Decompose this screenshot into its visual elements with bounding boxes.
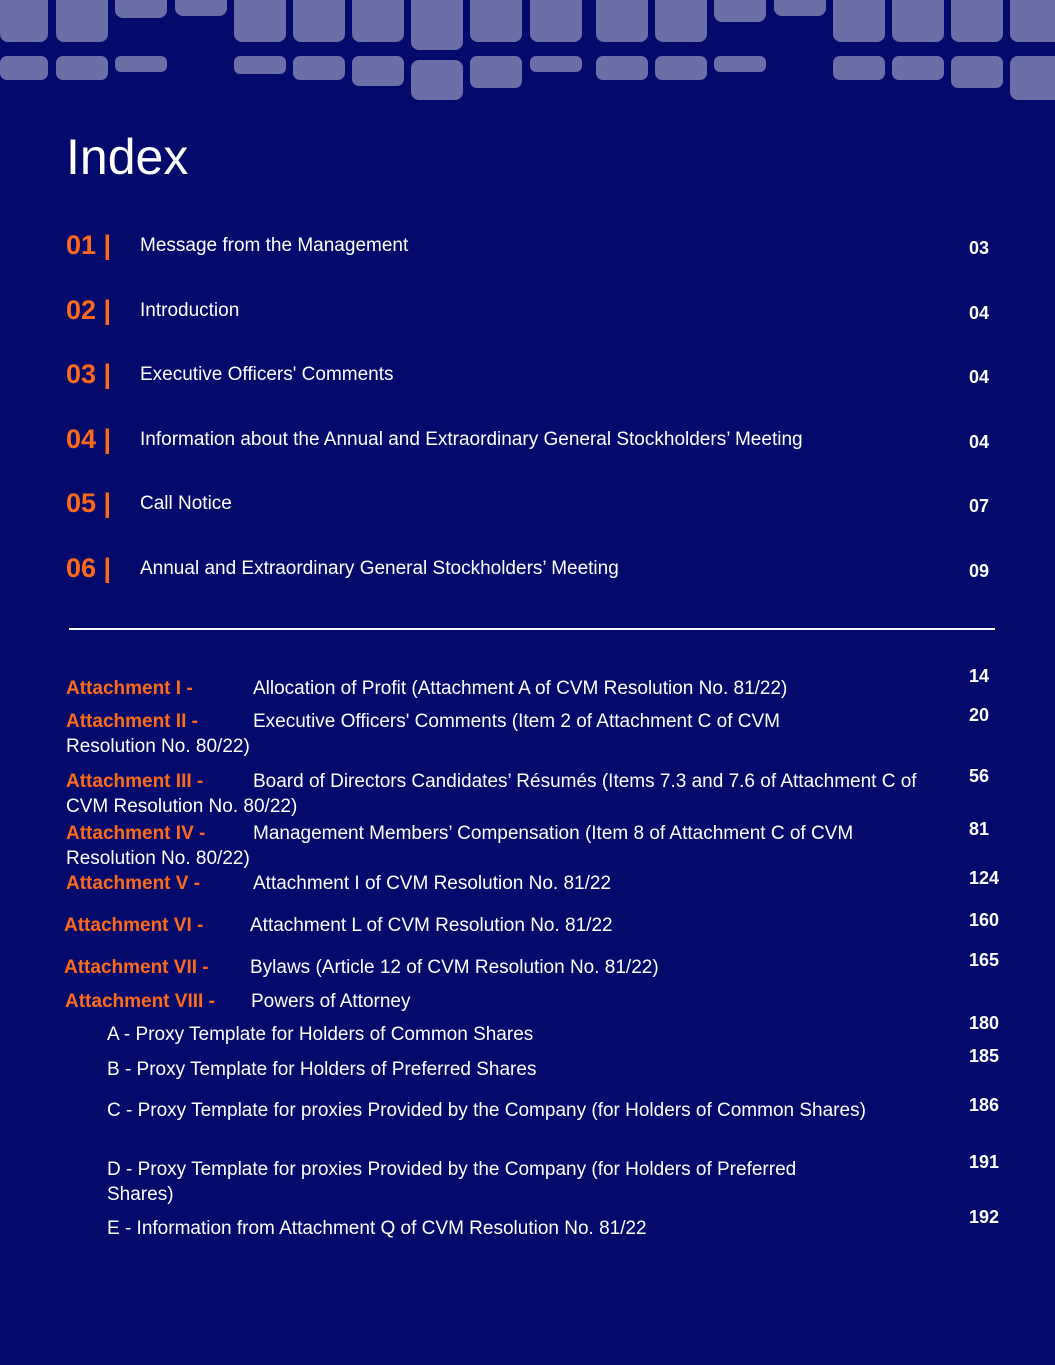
attachment-title: Bylaws (Article 12 of CVM Resolution No. 81/22) [250, 957, 659, 978]
section-label: Information about the Annual and Extraordinary General Stockholders’ Meeting [140, 429, 803, 450]
toc-attachment-row[interactable] [64, 955, 1054, 980]
toc-attachment-row[interactable] [66, 871, 1055, 896]
attachment-title: Executive Officers' Comments (Item 2 of Attachment C of CVM Resolution No. 80/22) [66, 711, 781, 757]
attachment-label: Attachment VII - [64, 957, 209, 978]
sub-item-page-number: 185 [969, 1046, 1000, 1066]
attachment-label: Attachment VI - [64, 915, 204, 936]
sub-item-page-number: 180 [969, 1013, 1000, 1033]
section-number: 05 | [66, 488, 112, 518]
attachment-page-number: 124 [969, 868, 1000, 888]
attachment-page-number: 165 [969, 950, 1000, 970]
attachment-page-number: 81 [969, 819, 990, 839]
section-number: 01 | [66, 230, 112, 260]
attachment-title: Attachment I of CVM Resolution No. 81/22 [253, 873, 612, 894]
attachment-label: Attachment II - [66, 711, 198, 732]
section-page-number: 03 [969, 238, 990, 258]
section-label: Annual and Extraordinary General Stockholders’ Meeting [140, 558, 619, 579]
attachment-page-number: 14 [969, 666, 990, 686]
toc-attachment-row[interactable] [66, 676, 1055, 701]
toc-section-row[interactable] [0, 295, 1055, 335]
toc-attachment-row[interactable] [66, 769, 946, 819]
toc-sub-item[interactable]: B - Proxy Template for Holders of Preferred Shares [107, 1059, 537, 1080]
section-number: 06 | [66, 553, 112, 583]
section-number: 04 | [66, 424, 112, 454]
attachment-label: Attachment VIII - [65, 991, 215, 1012]
section-page-number: 04 [969, 303, 990, 323]
attachment-label: Attachment IV - [66, 823, 206, 844]
section-number: 03 | [66, 359, 112, 389]
sub-item-page-number: 186 [969, 1095, 1000, 1115]
attachment-title: Attachment L of CVM Resolution No. 81/22 [250, 915, 613, 936]
attachment-title: Allocation of Profit (Attachment A of CVM Resolution No. 81/22) [253, 678, 788, 699]
toc-attachment-row[interactable] [64, 913, 1054, 938]
attachment-page-number: 20 [969, 705, 990, 725]
attachment-page-number: 56 [969, 766, 990, 786]
section-label: Message from the Management [140, 235, 409, 256]
sub-item-page-number: 191 [969, 1152, 1000, 1172]
attachment-title: Board of Directors Candidates’ Résumés (Items 7.3 and 7.6 of Attachment C of CVM Resolution No. 80/22) [66, 771, 917, 817]
header-pattern [0, 0, 1055, 110]
toc-attachment-row[interactable] [65, 989, 1055, 1014]
sub-item-page-number: 192 [969, 1207, 1000, 1227]
toc-sub-item[interactable]: D - Proxy Template for proxies Provided by the Company (for Holders of Preferred Shares) [107, 1159, 797, 1205]
toc-section-row[interactable] [0, 359, 1055, 399]
page-title: Index [66, 129, 189, 185]
attachment-label: Attachment V - [66, 873, 201, 894]
attachment-label: Attachment I - [66, 678, 193, 699]
section-label: Executive Officers' Comments [140, 364, 394, 385]
toc-section-row[interactable] [0, 488, 1055, 528]
toc-section-row[interactable] [0, 424, 1055, 464]
toc-attachment-row[interactable] [66, 709, 866, 759]
toc-sub-item[interactable]: C - Proxy Template for proxies Provided by the Company (for Holders of Common Shares) [107, 1100, 866, 1121]
section-page-number: 04 [969, 432, 990, 452]
section-label: Call Notice [140, 493, 232, 514]
toc-sub-item[interactable]: A - Proxy Template for Holders of Common Shares [107, 1024, 534, 1045]
section-page-number: 04 [969, 367, 990, 387]
toc-sub-item[interactable]: E - Information from Attachment Q of CVM Resolution No. 81/22 [107, 1218, 647, 1239]
toc-section-row[interactable] [0, 230, 1055, 270]
section-number: 02 | [66, 295, 112, 325]
attachment-page-number: 160 [969, 910, 1000, 930]
attachment-title: Powers of Attorney [251, 991, 411, 1012]
toc-section-row[interactable] [0, 553, 1055, 593]
section-page-number: 07 [969, 496, 990, 516]
attachment-label: Attachment III - [66, 771, 204, 792]
section-label: Introduction [140, 300, 240, 321]
toc-attachment-row[interactable] [66, 821, 926, 871]
section-page-number: 09 [969, 561, 990, 581]
divider [69, 628, 995, 630]
attachment-title: Management Members’ Compensation (Item 8 of Attachment C of CVM Resolution No. 80/22) [66, 823, 854, 869]
